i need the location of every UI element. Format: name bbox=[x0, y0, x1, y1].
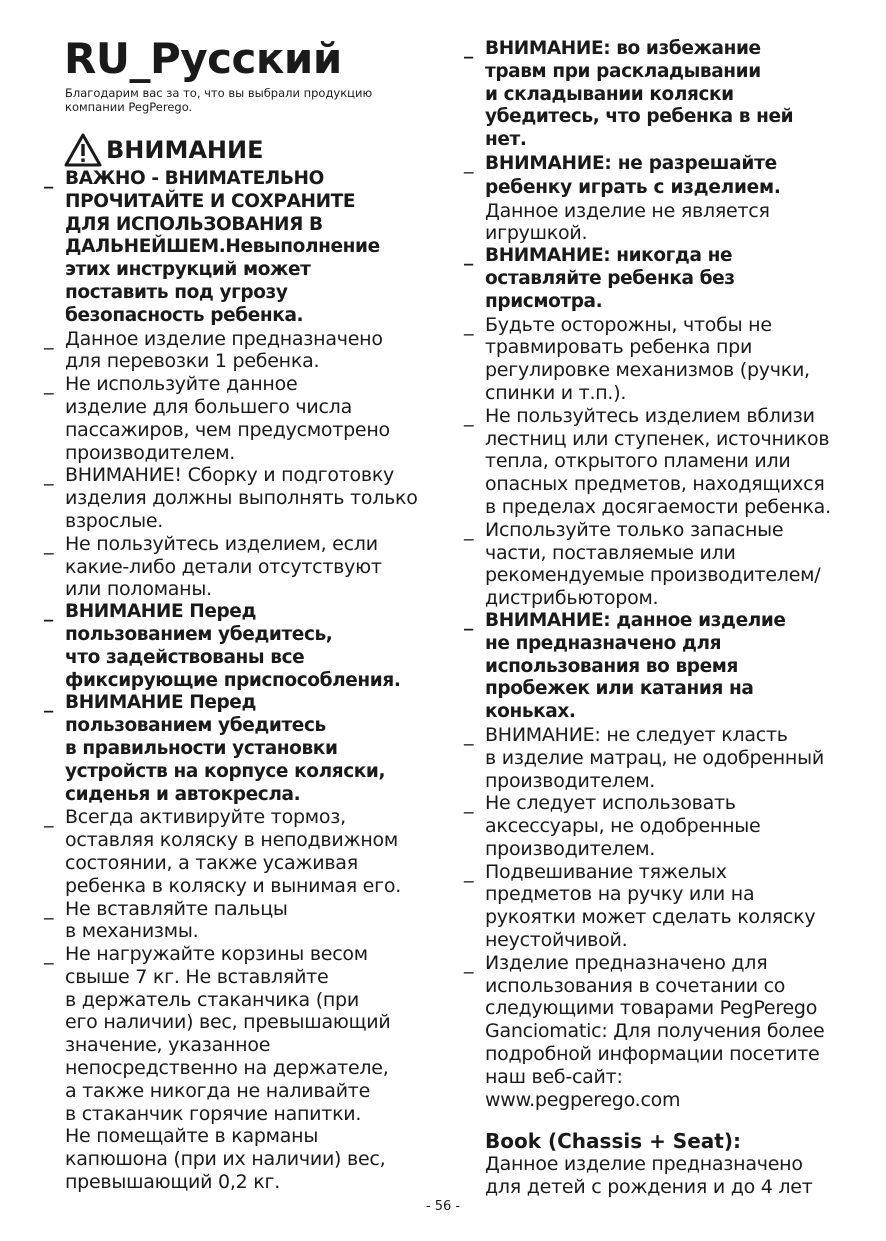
instruction-item bbox=[464, 861, 848, 952]
instruction-item bbox=[44, 464, 430, 532]
instruction-item bbox=[464, 792, 848, 860]
instruction-text: Не следует использовать аксессуары, не одобренные производителем. bbox=[485, 792, 761, 860]
instruction-text: ВНИМАНИЕ Перед пользованием убедитесь, что задействованы все фиксирующие приспособления. bbox=[65, 601, 401, 691]
warning-heading bbox=[64, 133, 430, 167]
instruction-item bbox=[464, 38, 848, 152]
instruction-text: Не нагружайте корзины весом свыше 7 кг. Не вставляйте в держатель стаканчика (при его наличии) вес, превышающий значение, указанное непосредственно на держателе, а также никогда не наливайте в стаканчик горячие напитки. Не помещайте в карманы капюшона (при их наличии) вес, превышающий 0,2 кг. bbox=[65, 943, 391, 1194]
instruction-text: Данное изделие не является игрушкой. bbox=[485, 199, 770, 245]
warning-heading-label: ВНИМАНИЕ bbox=[106, 136, 264, 164]
instruction-text: ВАЖНО - ВНИМАТЕЛЬНО ПРОЧИТАЙТЕ И СОХРАНИТЕ ДЛЯ ИСПОЛЬЗОВАНИЯ В ДАЛЬНЕЙШЕМ.Невыполнение этих инструкций может поставить под угрозу безопасность ребенка. bbox=[65, 168, 380, 326]
instruction-item bbox=[464, 245, 848, 313]
instruction-item bbox=[464, 152, 848, 245]
page-title: RU_Русский bbox=[64, 34, 342, 83]
instruction-text: ВНИМАНИЕ: во избежание травм при раскладывании и складывании коляски убедитесь, что ребенка в ней нет. bbox=[485, 38, 794, 151]
bullet-dash: _ bbox=[464, 245, 473, 267]
left-column bbox=[44, 133, 430, 1194]
instruction-item bbox=[44, 168, 430, 328]
left-instruction-list bbox=[44, 168, 430, 1194]
instruction-text: Не используйте данное изделие для большего числа пассажиров, чем предусмотрено производителем. bbox=[65, 373, 390, 464]
bullet-dash: _ bbox=[44, 601, 53, 623]
bullet-dash: _ bbox=[44, 692, 53, 714]
bullet-dash: _ bbox=[44, 532, 54, 555]
bullet-dash: _ bbox=[44, 464, 54, 487]
intro-text: Благодарим вас за то, что вы выбрали продукцию компании PegPerego. bbox=[65, 86, 373, 114]
instruction-text: Всегда активируйте тормоз, оставляя коляску в неподвижном состоянии, а также усаживая ребенка в коляску и вынимая его. bbox=[65, 806, 401, 897]
page-number: - 56 - bbox=[425, 1199, 461, 1214]
instruction-text: Подвешивание тяжелых предметов на ручку или на рукоятки может сделать коляску неустойчивой. bbox=[485, 860, 816, 952]
instruction-text: ВНИМАНИЕ: никогда не оставляйте ребенка без присмотра. bbox=[485, 245, 735, 312]
instruction-item bbox=[44, 943, 430, 1194]
book-section-text: Данное изделие предназначено для детей с рождения и до 4 лет bbox=[485, 1153, 813, 1199]
warning-triangle-icon bbox=[64, 133, 102, 167]
bullet-dash: _ bbox=[44, 943, 54, 966]
instruction-text: ВНИМАНИЕ: не следует класть в изделие матрац, не одобренный производителем. bbox=[485, 723, 824, 792]
bullet-dash: _ bbox=[464, 609, 473, 631]
bullet-dash: _ bbox=[44, 897, 54, 920]
bullet-dash: _ bbox=[464, 38, 473, 59]
instruction-item bbox=[464, 405, 848, 519]
bullet-dash: _ bbox=[464, 951, 474, 974]
instruction-item bbox=[464, 610, 848, 724]
right-instruction-list bbox=[464, 38, 848, 1111]
instruction-text: ВНИМАНИЕ! Сборку и подготовку изделия должны выполнять только взрослые. bbox=[65, 464, 418, 532]
instruction-item bbox=[44, 601, 430, 692]
bullet-dash: _ bbox=[44, 168, 53, 189]
instruction-text: Данное изделие предназначено для перевозки 1 ребенка. bbox=[65, 327, 383, 373]
instruction-text: Не пользуйтесь изделием вблизи лестниц или ступенек, источников тепла, открытого пламени или опасных предметов, находящихся в пределах досягаемости ребенка. bbox=[485, 404, 831, 518]
right-column bbox=[464, 38, 848, 1199]
instruction-text: Не вставляйте пальцы в механизмы. bbox=[65, 897, 288, 943]
bullet-dash: _ bbox=[44, 806, 54, 829]
instruction-item bbox=[44, 373, 430, 464]
bullet-dash: _ bbox=[464, 860, 474, 883]
instruction-text: Не пользуйтесь изделием, если какие-либо детали отсутствуют или поломаны. bbox=[65, 532, 382, 601]
instruction-item bbox=[44, 328, 430, 374]
book-section-title: Book (Chassis + Seat): bbox=[485, 1129, 741, 1154]
instruction-item bbox=[44, 692, 430, 806]
instruction-item bbox=[44, 806, 430, 897]
bullet-dash: _ bbox=[464, 518, 474, 541]
instruction-item bbox=[44, 533, 430, 601]
instruction-text: Изделие предназначено для использования в сочетании со следующими товарами PegPerego Ganciomatic: Для получения более подробной информации посетите наш веб-сайт: www.pegperego.com bbox=[485, 951, 825, 1111]
bullet-dash: _ bbox=[44, 373, 54, 396]
instruction-text: Используйте только запасные части, поставляемые или рекомендуемые производителем/ дистрибьютором. bbox=[485, 518, 821, 610]
instruction-item bbox=[464, 952, 848, 1112]
bullet-dash: _ bbox=[464, 723, 474, 746]
instruction-item bbox=[464, 314, 848, 405]
bullet-dash: _ bbox=[464, 313, 474, 336]
bullet-dash: _ bbox=[464, 151, 474, 174]
instruction-item bbox=[464, 519, 848, 610]
instruction-item bbox=[464, 724, 848, 792]
instruction-item bbox=[44, 898, 430, 944]
bullet-dash: _ bbox=[464, 792, 474, 815]
instruction-text: Будьте осторожны, чтобы не травмировать ребенка при регулировке механизмов (ручки, спинки и т.п.). bbox=[485, 313, 810, 404]
instruction-text: ВНИМАНИЕ Перед пользованием убедитесь в правильности установки устройств на корпусе коляски, сиденья и автокресла. bbox=[65, 692, 386, 805]
bullet-dash: _ bbox=[44, 327, 54, 350]
instruction-text: ВНИМАНИЕ: данное изделие не предназначено для использования во время пробежек или катания на коньках. bbox=[485, 609, 786, 723]
instruction-text-bold: ВНИМАНИЕ: не разрешайте ребенку играть с изделием. bbox=[485, 152, 781, 198]
bullet-dash: _ bbox=[464, 404, 474, 427]
